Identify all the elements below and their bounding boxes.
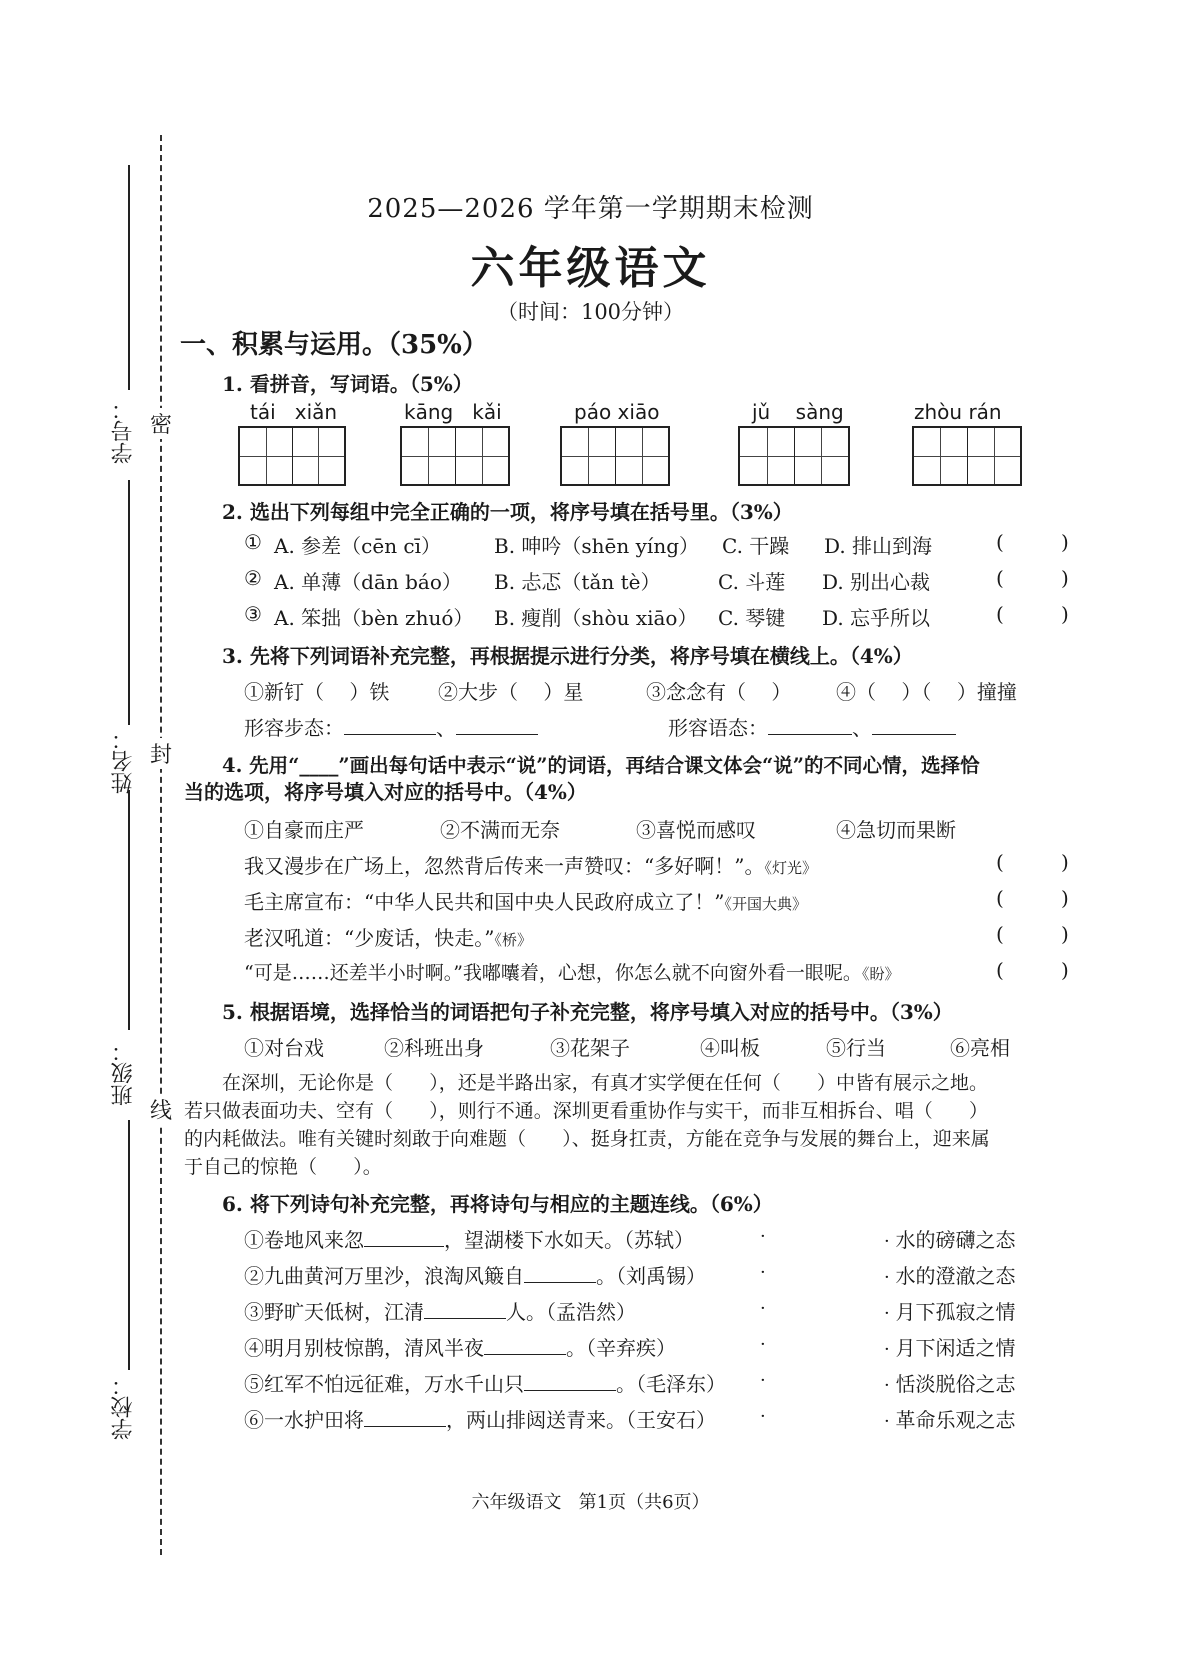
exam-term-title: 2025—2026 学年第一学期期末检测 bbox=[367, 194, 814, 224]
q4-title-line-1: 4. 先用“____”画出每句话中表示“说”的词语，再结合课文体会“说”的不同心情，选择恰 bbox=[222, 754, 980, 777]
q6-poem-5 bbox=[244, 1368, 726, 1397]
page-footer: 六年级语文 第1页（共6页） bbox=[471, 1492, 710, 1513]
q5-option-5: ⑤行当 bbox=[826, 1036, 886, 1060]
q6-theme-5-text: 恬淡脱俗之志 bbox=[895, 1372, 1016, 1396]
q2-row-2-b: B. 忐忑（tǎn tè） bbox=[494, 570, 661, 594]
q5-option-4: ④叫板 bbox=[700, 1036, 760, 1060]
q4-option-4: ④急切而果断 bbox=[836, 818, 956, 842]
q3-title: 3. 先将下列词语补充完整，再根据提示进行分类，将序号填在横线上。（4%） bbox=[222, 644, 913, 668]
q2-row-1-c: C. 干躁 bbox=[722, 534, 790, 558]
q2-title: 2. 选出下列每组中完全正确的一项，将序号填在括号里。（3%） bbox=[222, 500, 793, 524]
exam-time: （时间：100分钟） bbox=[496, 300, 685, 324]
q3-walk-blank-1[interactable] bbox=[344, 714, 436, 735]
q6-poem-3-blank[interactable] bbox=[424, 1298, 506, 1319]
q3-mood-sep: 、 bbox=[852, 716, 872, 740]
seal-char-xian: 线 bbox=[150, 1094, 172, 1125]
q6-poem-4 bbox=[244, 1332, 676, 1361]
q6-theme-4-text: 月下闲适之情 bbox=[895, 1336, 1016, 1360]
q4-sentence-3-source: 《桥》 bbox=[494, 931, 532, 949]
q4-sentence-4-text: “可是……还差半小时啊。”我嘟囔着，心想，你怎么就不向窗外看一眼呢。 bbox=[244, 962, 862, 984]
name-label: 姓名： bbox=[111, 728, 136, 794]
q6-poem-3 bbox=[244, 1296, 636, 1325]
q2-row-1-d: D. 排山到海 bbox=[824, 534, 933, 558]
q3-item-4: ④（ ）（ ）撞撞 bbox=[836, 680, 1017, 704]
q1-title: 1. 看拼音，写词语。（5%） bbox=[222, 372, 473, 396]
q6-left-dot-1[interactable]: · bbox=[760, 1226, 766, 1247]
class-line bbox=[128, 790, 130, 1030]
q6-theme-3[interactable]: · 月下孤寂之情 bbox=[884, 1300, 1016, 1324]
q5-option-1: ①对台戏 bbox=[244, 1036, 324, 1060]
q2-row-1-b: B. 呻吟（shēn yíng） bbox=[494, 534, 700, 558]
q5-option-3: ③花架子 bbox=[550, 1036, 630, 1060]
q4-sentence-3-answer[interactable]: ( ) bbox=[996, 922, 1069, 946]
q2-row-1-a: A. 参差（cēn cī） bbox=[274, 534, 442, 558]
q2-row-2-answer[interactable]: ( ) bbox=[996, 566, 1069, 590]
q6-poem-6 bbox=[244, 1404, 716, 1433]
q1-answer-grid-1[interactable] bbox=[238, 426, 346, 486]
q3-item-1: ①新钉（ ）铁 bbox=[244, 680, 390, 704]
q3-item-2: ②大步（ ）星 bbox=[438, 680, 584, 704]
q2-row-2-num: ② bbox=[244, 566, 262, 590]
q5-title: 5. 根据语境，选择恰当的词语把句子补充完整，将序号填入对应的括号中。（3%） bbox=[222, 1000, 953, 1024]
q6-poem-2 bbox=[244, 1260, 706, 1289]
q4-sentence-2 bbox=[244, 886, 807, 915]
q6-theme-2[interactable]: · 水的澄澈之态 bbox=[884, 1264, 1016, 1288]
q4-option-2: ②不满而无奈 bbox=[440, 818, 560, 842]
q2-row-3-b: B. 瘦削（shòu xiāo） bbox=[494, 606, 698, 630]
q4-sentence-2-answer[interactable]: ( ) bbox=[996, 886, 1069, 910]
q4-sentence-4-answer[interactable]: ( ) bbox=[996, 958, 1069, 982]
q3-item-3: ③念念有（ ） bbox=[646, 680, 792, 704]
student-no-label: 学号： bbox=[111, 398, 136, 464]
q3-walk-label: 形容步态： bbox=[244, 716, 344, 740]
q6-poem-4-blank[interactable] bbox=[484, 1334, 566, 1355]
seal-char-mi: 密 bbox=[150, 408, 172, 439]
q1-pinyin-2: kāng kǎi bbox=[404, 400, 502, 424]
q6-theme-5[interactable]: · 恬淡脱俗之志 bbox=[884, 1372, 1016, 1396]
q6-poem-6-pre: ⑥一水护田将 bbox=[244, 1408, 364, 1432]
q4-sentence-2-text: 毛主席宣布：“中华人民共和国中央人民政府成立了！” bbox=[244, 890, 725, 914]
q6-left-dot-6[interactable]: · bbox=[760, 1406, 766, 1427]
q6-poem-5-pre: ⑤红军不怕远征难，万水千山只 bbox=[244, 1372, 524, 1396]
q4-sentence-1-text: 我又漫步在广场上，忽然背后传来一声赞叹：“多好啊！”。 bbox=[244, 854, 765, 878]
q1-pinyin-3: páo xiāo bbox=[574, 400, 660, 424]
q6-poem-2-pre: ②九曲黄河万里沙，浪淘风簸自 bbox=[244, 1264, 524, 1288]
q2-row-3-a: A. 笨拙（bèn zhuó） bbox=[274, 606, 474, 630]
q4-sentence-4-source: 《盼》 bbox=[861, 965, 900, 983]
q6-left-dot-2[interactable]: · bbox=[760, 1262, 766, 1283]
q4-sentence-1-source: 《灯光》 bbox=[764, 859, 817, 877]
q1-answer-grid-4[interactable] bbox=[738, 426, 850, 486]
q5-option-2: ②科班出身 bbox=[384, 1036, 484, 1060]
q2-row-2-d: D. 别出心裁 bbox=[822, 570, 931, 594]
q6-poem-5-post: 。（毛泽东） bbox=[616, 1372, 726, 1396]
q6-theme-6-text: 革命乐观之志 bbox=[895, 1408, 1016, 1432]
q2-row-3-d: D. 忘乎所以 bbox=[822, 606, 931, 630]
q4-title-line-2: 当的选项，将序号填入对应的括号中。（4%） bbox=[184, 780, 587, 804]
q4-option-3: ③喜悦而感叹 bbox=[636, 818, 756, 842]
q6-poem-5-blank[interactable] bbox=[524, 1370, 616, 1391]
q6-theme-6[interactable]: · 革命乐观之志 bbox=[884, 1408, 1016, 1432]
q6-poem-1-blank[interactable] bbox=[364, 1226, 444, 1247]
school-line bbox=[128, 1120, 130, 1370]
q3-mood-blank-1[interactable] bbox=[768, 714, 852, 735]
q1-pinyin-5: zhòu rán bbox=[914, 400, 1002, 424]
q2-row-3-answer[interactable]: ( ) bbox=[996, 602, 1069, 626]
q2-row-2-c: C. 斗莲 bbox=[718, 570, 786, 594]
q1-answer-grid-5[interactable] bbox=[912, 426, 1022, 486]
class-label: 班级： bbox=[111, 1040, 136, 1106]
q6-poem-6-blank[interactable] bbox=[364, 1406, 446, 1427]
q6-poem-1-post: ，望湖楼下水如天。（苏轼） bbox=[444, 1228, 694, 1252]
q2-row-2-a: A. 单薄（dān báo） bbox=[274, 570, 462, 594]
q6-poem-6-post: ，两山排闼送青来。（王安石） bbox=[446, 1408, 716, 1432]
q5-para-line-2: 若只做表面功夫、空有（ ），则行不通。深圳更看重协作与实干，而非互相拆台、唱（ ） bbox=[184, 1100, 988, 1122]
q3-mood-label: 形容语态： bbox=[668, 716, 768, 740]
q1-answer-grid-2[interactable] bbox=[400, 426, 510, 486]
q6-theme-1-text: 水的磅礴之态 bbox=[895, 1228, 1016, 1252]
q4-sentence-1-answer[interactable]: ( ) bbox=[996, 850, 1069, 874]
exam-subject-title: 六年级语文 bbox=[470, 243, 711, 294]
q6-left-dot-5[interactable]: · bbox=[760, 1370, 766, 1391]
q3-walk-row bbox=[244, 712, 538, 741]
q6-poem-4-pre: ④明月别枝惊鹊，清风半夜 bbox=[244, 1336, 484, 1360]
q6-poem-1 bbox=[244, 1224, 694, 1253]
q4-sentence-3-text: 老汉吼道：“少废话，快走。” bbox=[244, 926, 495, 950]
seal-dashed-line bbox=[160, 135, 162, 1555]
q4-option-1: ①自豪而庄严 bbox=[244, 818, 364, 842]
q5-para-line-3: 的内耗做法。唯有关键时刻敢于向难题（ ）、挺身扛责，方能在竞争与发展的舞台上，迎来属 bbox=[184, 1128, 990, 1150]
q3-walk-blank-2[interactable] bbox=[456, 714, 538, 735]
section-1-title: 一、积累与运用。（35%） bbox=[180, 330, 488, 360]
q1-pinyin-1: tái xiǎn bbox=[250, 400, 338, 424]
q5-option-6: ⑥亮相 bbox=[950, 1036, 1010, 1060]
q4-sentence-1 bbox=[244, 850, 817, 879]
q5-para-line-1: 在深圳，无论你是（ ），还是半路出家，有真才实学便在任何（ ）中皆有展示之地。 bbox=[222, 1072, 988, 1094]
name-line bbox=[128, 480, 130, 725]
q1-pinyin-4: jǔ sàng bbox=[752, 400, 844, 424]
q3-mood-row bbox=[668, 712, 956, 741]
q6-left-dot-3[interactable]: · bbox=[760, 1298, 766, 1319]
q4-sentence-4 bbox=[244, 958, 899, 985]
q5-para-line-4: 于自己的惊艳（ ）。 bbox=[184, 1156, 382, 1178]
q6-poem-2-blank[interactable] bbox=[524, 1262, 596, 1283]
q4-sentence-3 bbox=[244, 922, 532, 951]
q6-theme-3-text: 月下孤寂之情 bbox=[895, 1300, 1016, 1324]
q3-mood-blank-2[interactable] bbox=[872, 714, 956, 735]
q2-row-1-num: ① bbox=[244, 530, 262, 554]
seal-char-feng: 封 bbox=[150, 738, 172, 769]
school-label: 学校： bbox=[111, 1374, 136, 1440]
q1-answer-grid-3[interactable] bbox=[560, 426, 670, 486]
q6-poem-4-post: 。（辛弃疾） bbox=[566, 1336, 676, 1360]
q6-poem-3-pre: ③野旷天低树，江清 bbox=[244, 1300, 424, 1324]
q6-title: 6. 将下列诗句补充完整，再将诗句与相应的主题连线。（6%） bbox=[222, 1192, 773, 1216]
q2-row-3-c: C. 琴键 bbox=[718, 606, 786, 630]
q6-theme-4[interactable]: · 月下闲适之情 bbox=[884, 1336, 1016, 1360]
q6-left-dot-4[interactable]: · bbox=[760, 1334, 766, 1355]
q2-row-3-num: ③ bbox=[244, 602, 262, 626]
q4-sentence-2-source: 《开国大典》 bbox=[724, 895, 807, 913]
q6-theme-1[interactable]: · 水的磅礴之态 bbox=[884, 1228, 1016, 1252]
q6-theme-2-text: 水的澄澈之态 bbox=[895, 1264, 1016, 1288]
q6-poem-1-pre: ①卷地风来忽 bbox=[244, 1228, 364, 1252]
q2-row-1-answer[interactable]: ( ) bbox=[996, 530, 1069, 554]
q6-poem-2-post: 。（刘禹锡） bbox=[596, 1264, 706, 1288]
q6-poem-3-post: 人。（孟浩然） bbox=[506, 1300, 636, 1324]
q3-walk-sep: 、 bbox=[436, 716, 456, 740]
